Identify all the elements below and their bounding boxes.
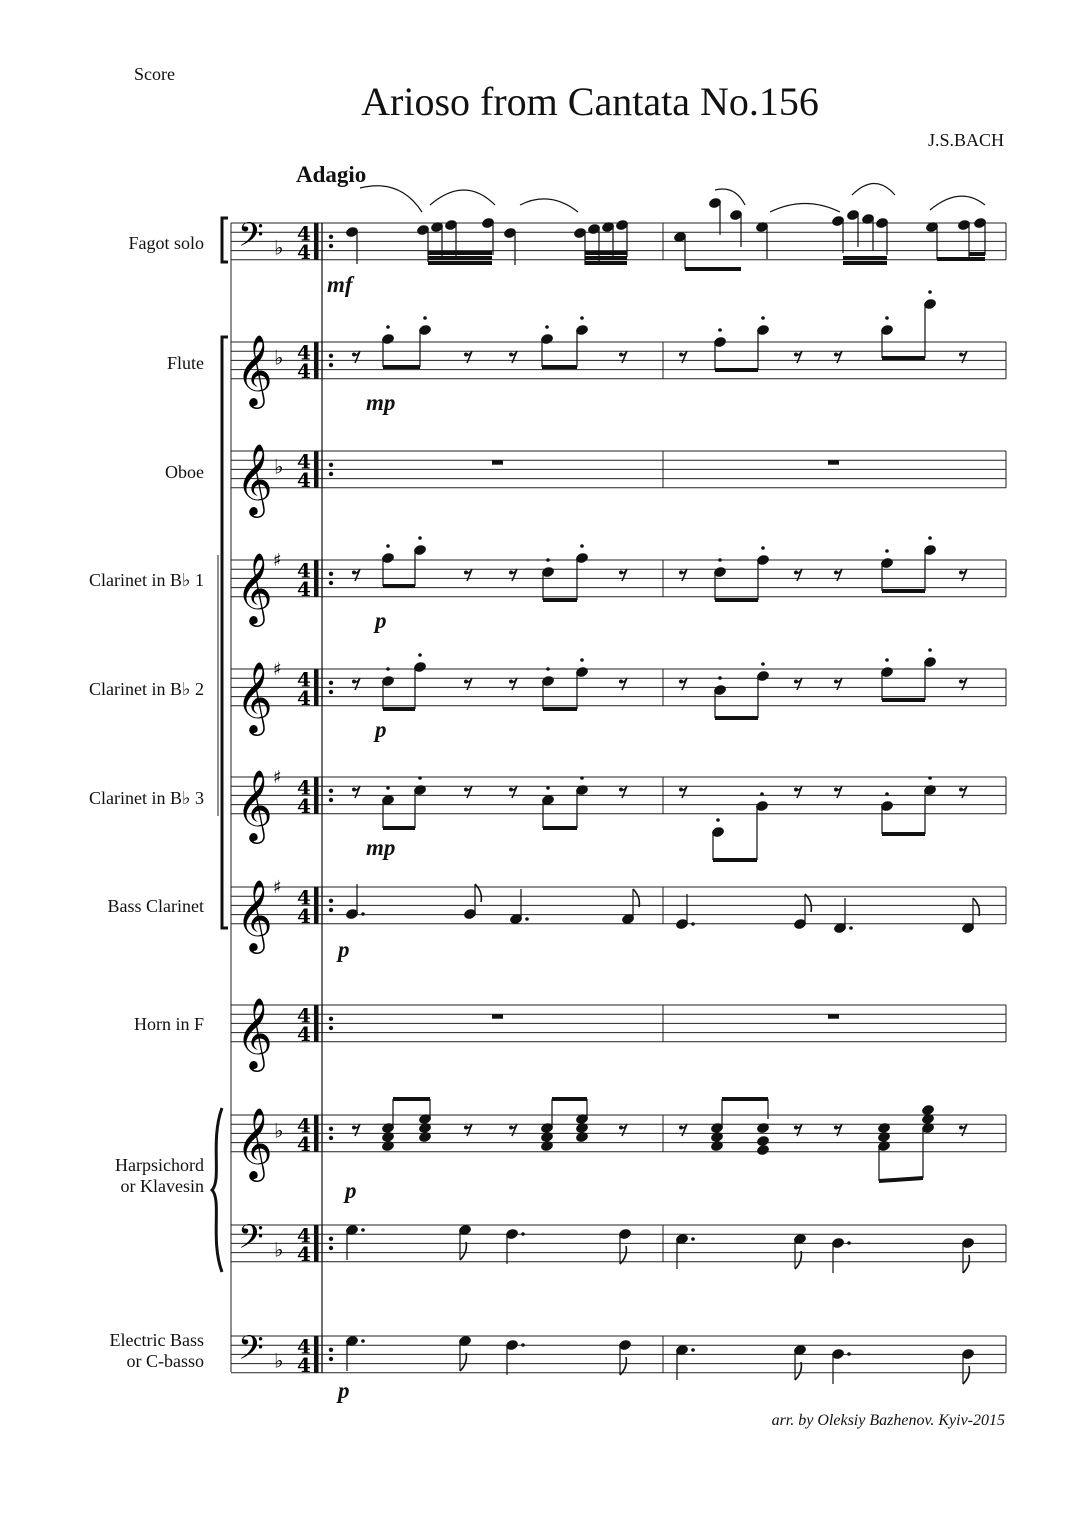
- eighth-rest-dot: [834, 571, 838, 575]
- time-signature-numerator: 4: [297, 1113, 311, 1138]
- staccato-dot: [546, 786, 550, 790]
- staff-2: [231, 442, 1006, 518]
- bracket-fagot: [222, 218, 228, 262]
- page-title: Arioso from Cantata No.156: [361, 79, 819, 124]
- staccato-dot: [423, 316, 427, 320]
- note-head: [382, 1140, 395, 1151]
- time-signature-denominator: 4: [297, 576, 311, 601]
- staccato-dot: [691, 1348, 695, 1352]
- note-head: [541, 1140, 554, 1151]
- instrument-name-harpsichord-line1: Harpsichord: [115, 1155, 204, 1175]
- instrument-name-electric-bass-line1: Electric Bass: [109, 1330, 204, 1350]
- note-flag: [633, 889, 639, 907]
- bracket-woodwinds: [222, 337, 228, 928]
- staccato-dot: [885, 658, 889, 662]
- note-flag: [963, 1366, 969, 1384]
- staccato-dot: [928, 536, 932, 540]
- staccato-dot: [849, 926, 853, 930]
- treble-clef-icon: 𝄞: [236, 767, 273, 841]
- slur: [520, 199, 578, 212]
- note-head: [757, 1144, 770, 1155]
- staccato-dot: [418, 536, 422, 540]
- repeat-dot: [329, 244, 333, 248]
- note-flag: [963, 1255, 969, 1273]
- dynamic-clarinet-2: p: [375, 717, 387, 742]
- staccato-dot: [847, 1241, 851, 1245]
- repeat-dot: [329, 463, 333, 467]
- dynamic-electric-bass: p: [338, 1378, 350, 1403]
- eighth-rest-dot: [834, 1126, 838, 1130]
- staccato-dot: [418, 776, 422, 780]
- eighth-rest-dot: [679, 1126, 683, 1130]
- note-beam: [879, 1178, 923, 1181]
- staccato-dot: [361, 1228, 365, 1232]
- composer-name: J.S.BACH: [927, 130, 1004, 150]
- repeat-dot: [329, 1026, 333, 1030]
- staccato-dot: [760, 792, 764, 796]
- staff-1: [231, 333, 1006, 409]
- note-head: [711, 1140, 724, 1151]
- flat-icon: ♭: [274, 1348, 284, 1373]
- eighth-rest-dot: [959, 571, 963, 575]
- repeat-dot: [329, 581, 333, 585]
- time-signature-denominator: 4: [297, 793, 311, 818]
- time-signature-denominator: 4: [297, 467, 311, 492]
- staff-7: [231, 996, 1006, 1072]
- staccato-dot: [386, 544, 390, 548]
- flat-icon: ♭: [274, 1118, 284, 1143]
- staccato-dot: [716, 818, 720, 822]
- instrument-name-oboe: Oboe: [165, 462, 204, 482]
- time-signature-denominator: 4: [297, 1352, 311, 1377]
- staccato-dot: [928, 776, 932, 780]
- repeat-thick-bar: [314, 223, 319, 260]
- arranger-credit: arr. by Oleksiy Bazhenov. Kyiv-2015: [771, 1412, 1005, 1429]
- staccato-dot: [691, 922, 695, 926]
- time-signature-numerator: 4: [297, 221, 311, 246]
- whole-rest-icon: [828, 1014, 839, 1019]
- repeat-dot: [329, 363, 333, 367]
- note-flag: [460, 1242, 466, 1260]
- eighth-rest-dot: [959, 1126, 963, 1130]
- repeat-thick-bar: [314, 1115, 319, 1152]
- treble-clef-icon: 𝄞: [236, 332, 273, 406]
- eighth-rest-dot: [464, 571, 468, 575]
- eighth-rest-dot: [834, 353, 838, 357]
- eighth-rest-dot: [959, 680, 963, 684]
- dynamic-clarinet-3: mp: [366, 835, 396, 860]
- eighth-rest-dot: [352, 788, 356, 792]
- flat-icon: ♭: [274, 235, 284, 260]
- instrument-name-clarinet-3: Clarinet in B♭ 3: [89, 788, 204, 808]
- repeat-dot: [329, 1357, 333, 1361]
- staccato-dot: [761, 316, 765, 320]
- staccato-dot: [885, 549, 889, 553]
- repeat-thick-bar: [314, 342, 319, 379]
- eighth-rest-dot: [352, 680, 356, 684]
- staccato-dot: [545, 325, 549, 329]
- time-signature-numerator: 4: [297, 340, 311, 365]
- note-head: [757, 1135, 770, 1146]
- staccato-dot: [580, 544, 584, 548]
- dynamic-clarinet-1: p: [375, 608, 387, 633]
- repeat-dot: [329, 908, 333, 912]
- dynamic-bass-clarinet: p: [338, 937, 350, 962]
- eighth-rest-dot: [679, 788, 683, 792]
- repeat-dot: [329, 690, 333, 694]
- repeat-thick-bar: [314, 1225, 319, 1262]
- repeat-dot: [329, 899, 333, 903]
- flat-icon: ♭: [274, 345, 284, 370]
- note-flag: [795, 1362, 801, 1380]
- brace-harpsichord: [212, 1108, 222, 1272]
- flat-icon: ♭: [274, 1237, 284, 1262]
- instrument-name-electric-bass-line2: or C-basso: [126, 1351, 204, 1371]
- staccato-dot: [386, 667, 390, 671]
- whole-rest-icon: [492, 1014, 503, 1019]
- staccato-dot: [928, 648, 932, 652]
- treble-clef-icon: 𝄞: [236, 659, 273, 733]
- eighth-rest-dot: [464, 353, 468, 357]
- instrument-name-horn: Horn in F: [133, 1014, 204, 1034]
- treble-clef-icon: 𝄞: [236, 995, 273, 1069]
- instrument-name-clarinet-2: Clarinet in B♭ 2: [89, 679, 204, 699]
- staccato-dot: [885, 792, 889, 796]
- eighth-rest-dot: [464, 1126, 468, 1130]
- staccato-dot: [718, 558, 722, 562]
- sharp-icon: ♯: [273, 550, 282, 571]
- eighth-rest-dot: [509, 680, 513, 684]
- staccato-dot: [361, 1339, 365, 1343]
- repeat-dot: [329, 1348, 333, 1352]
- eighth-rest-dot: [794, 353, 798, 357]
- eighth-rest-dot: [794, 788, 798, 792]
- sharp-icon: ♯: [273, 877, 282, 898]
- treble-clef-icon: 𝄞: [236, 877, 273, 951]
- repeat-thick-bar: [314, 669, 319, 706]
- eighth-rest-dot: [619, 788, 623, 792]
- staccato-dot: [546, 558, 550, 562]
- instrument-name-fagot: Fagot solo: [128, 233, 204, 253]
- staccato-dot: [847, 1352, 851, 1356]
- staccato-dot: [718, 328, 722, 332]
- repeat-thick-bar: [314, 1336, 319, 1373]
- time-signature-numerator: 4: [297, 449, 311, 474]
- staccato-dot: [386, 786, 390, 790]
- staccato-dot: [521, 1232, 525, 1236]
- whole-rest-icon: [492, 460, 503, 465]
- staccato-dot: [546, 667, 550, 671]
- repeat-thick-bar: [314, 1005, 319, 1042]
- time-signature-denominator: 4: [297, 1241, 311, 1266]
- eighth-rest-dot: [794, 1126, 798, 1130]
- eighth-rest-dot: [352, 571, 356, 575]
- treble-clef-icon: 𝄞: [236, 550, 273, 624]
- eighth-rest-dot: [834, 680, 838, 684]
- time-signature-numerator: 4: [297, 1223, 311, 1248]
- dynamic-fagot: mf: [327, 272, 353, 297]
- eighth-rest-dot: [464, 788, 468, 792]
- eighth-rest-dot: [959, 353, 963, 357]
- staccato-dot: [525, 917, 529, 921]
- staccato-dot: [761, 662, 765, 666]
- eighth-rest-dot: [619, 680, 623, 684]
- repeat-dot: [329, 1246, 333, 1250]
- repeat-thick-bar: [314, 451, 319, 488]
- eighth-rest-dot: [679, 680, 683, 684]
- slur: [430, 190, 495, 205]
- staccato-dot: [580, 316, 584, 320]
- staff-8: [231, 1106, 1006, 1182]
- treble-clef-icon: 𝄞: [236, 1105, 273, 1179]
- repeat-dot: [329, 1127, 333, 1131]
- repeat-dot: [329, 472, 333, 476]
- sharp-icon: ♯: [273, 659, 282, 680]
- eighth-rest-dot: [509, 571, 513, 575]
- note-flag: [460, 1353, 466, 1371]
- staccato-dot: [718, 676, 722, 680]
- eighth-rest-dot: [794, 680, 798, 684]
- repeat-dot: [329, 354, 333, 358]
- time-signature-numerator: 4: [297, 558, 311, 583]
- eighth-rest-dot: [834, 788, 838, 792]
- staccato-dot: [885, 316, 889, 320]
- time-signature-denominator: 4: [297, 358, 311, 383]
- repeat-dot: [329, 798, 333, 802]
- repeat-dot: [329, 572, 333, 576]
- staccato-dot: [691, 1237, 695, 1241]
- time-signature-denominator: 4: [297, 239, 311, 264]
- dynamic-harpsichord: p: [345, 1178, 357, 1203]
- repeat-dot: [329, 789, 333, 793]
- repeat-dot: [329, 1136, 333, 1140]
- bass-clef-icon: 𝄢: [238, 216, 264, 263]
- staccato-dot: [418, 653, 422, 657]
- instrument-name-clarinet-1: Clarinet in B♭ 1: [89, 570, 204, 590]
- staccato-dot: [386, 325, 390, 329]
- flat-icon: ♭: [274, 454, 284, 479]
- time-signature-denominator: 4: [297, 685, 311, 710]
- slur: [930, 196, 985, 210]
- tempo-marking: Adagio: [296, 162, 367, 187]
- repeat-dot: [329, 681, 333, 685]
- slur: [360, 186, 422, 212]
- time-signature-numerator: 4: [297, 775, 311, 800]
- staccato-dot: [521, 1343, 525, 1347]
- repeat-thick-bar: [314, 777, 319, 814]
- eighth-rest-dot: [509, 353, 513, 357]
- eighth-rest-dot: [464, 680, 468, 684]
- time-signature-denominator: 4: [297, 903, 311, 928]
- staccato-dot: [580, 776, 584, 780]
- eighth-rest-dot: [352, 1126, 356, 1130]
- eighth-rest-dot: [794, 571, 798, 575]
- note-head: [922, 1104, 935, 1115]
- treble-clef-icon: 𝄞: [236, 441, 273, 515]
- bass-clef-icon: 𝄢: [238, 1329, 264, 1376]
- staccato-dot: [761, 546, 765, 550]
- note-flag: [795, 1251, 801, 1269]
- time-signature-numerator: 4: [297, 885, 311, 910]
- eighth-rest-dot: [509, 1126, 513, 1130]
- staccato-dot: [361, 912, 365, 916]
- repeat-dot: [329, 235, 333, 239]
- time-signature-numerator: 4: [297, 667, 311, 692]
- eighth-rest-dot: [619, 571, 623, 575]
- note-flag: [973, 898, 979, 916]
- eighth-rest-dot: [352, 353, 356, 357]
- eighth-rest-dot: [679, 353, 683, 357]
- repeat-thick-bar: [314, 560, 319, 597]
- slur: [770, 204, 840, 213]
- bass-clef-icon: 𝄢: [238, 1218, 264, 1265]
- staccato-dot: [580, 658, 584, 662]
- eighth-rest-dot: [619, 353, 623, 357]
- time-signature-numerator: 4: [297, 1003, 311, 1028]
- sharp-icon: ♯: [273, 767, 282, 788]
- staccato-dot: [928, 290, 932, 294]
- eighth-rest-dot: [679, 571, 683, 575]
- repeat-dot: [329, 1237, 333, 1241]
- eighth-rest-dot: [619, 1126, 623, 1130]
- repeat-dot: [329, 1017, 333, 1021]
- eighth-rest-dot: [509, 788, 513, 792]
- score-label: Score: [134, 64, 175, 84]
- time-signature-denominator: 4: [297, 1131, 311, 1156]
- repeat-thick-bar: [314, 887, 319, 924]
- instrument-name-flute: Flute: [166, 353, 204, 373]
- slur: [852, 184, 895, 196]
- whole-rest-icon: [828, 460, 839, 465]
- eighth-rest-dot: [959, 788, 963, 792]
- dynamic-flute: mp: [366, 390, 396, 415]
- time-signature-numerator: 4: [297, 1334, 311, 1359]
- instrument-name-harpsichord-line2: or Klavesin: [120, 1176, 204, 1196]
- time-signature-denominator: 4: [297, 1021, 311, 1046]
- instrument-name-bass-clarinet: Bass Clarinet: [107, 896, 204, 916]
